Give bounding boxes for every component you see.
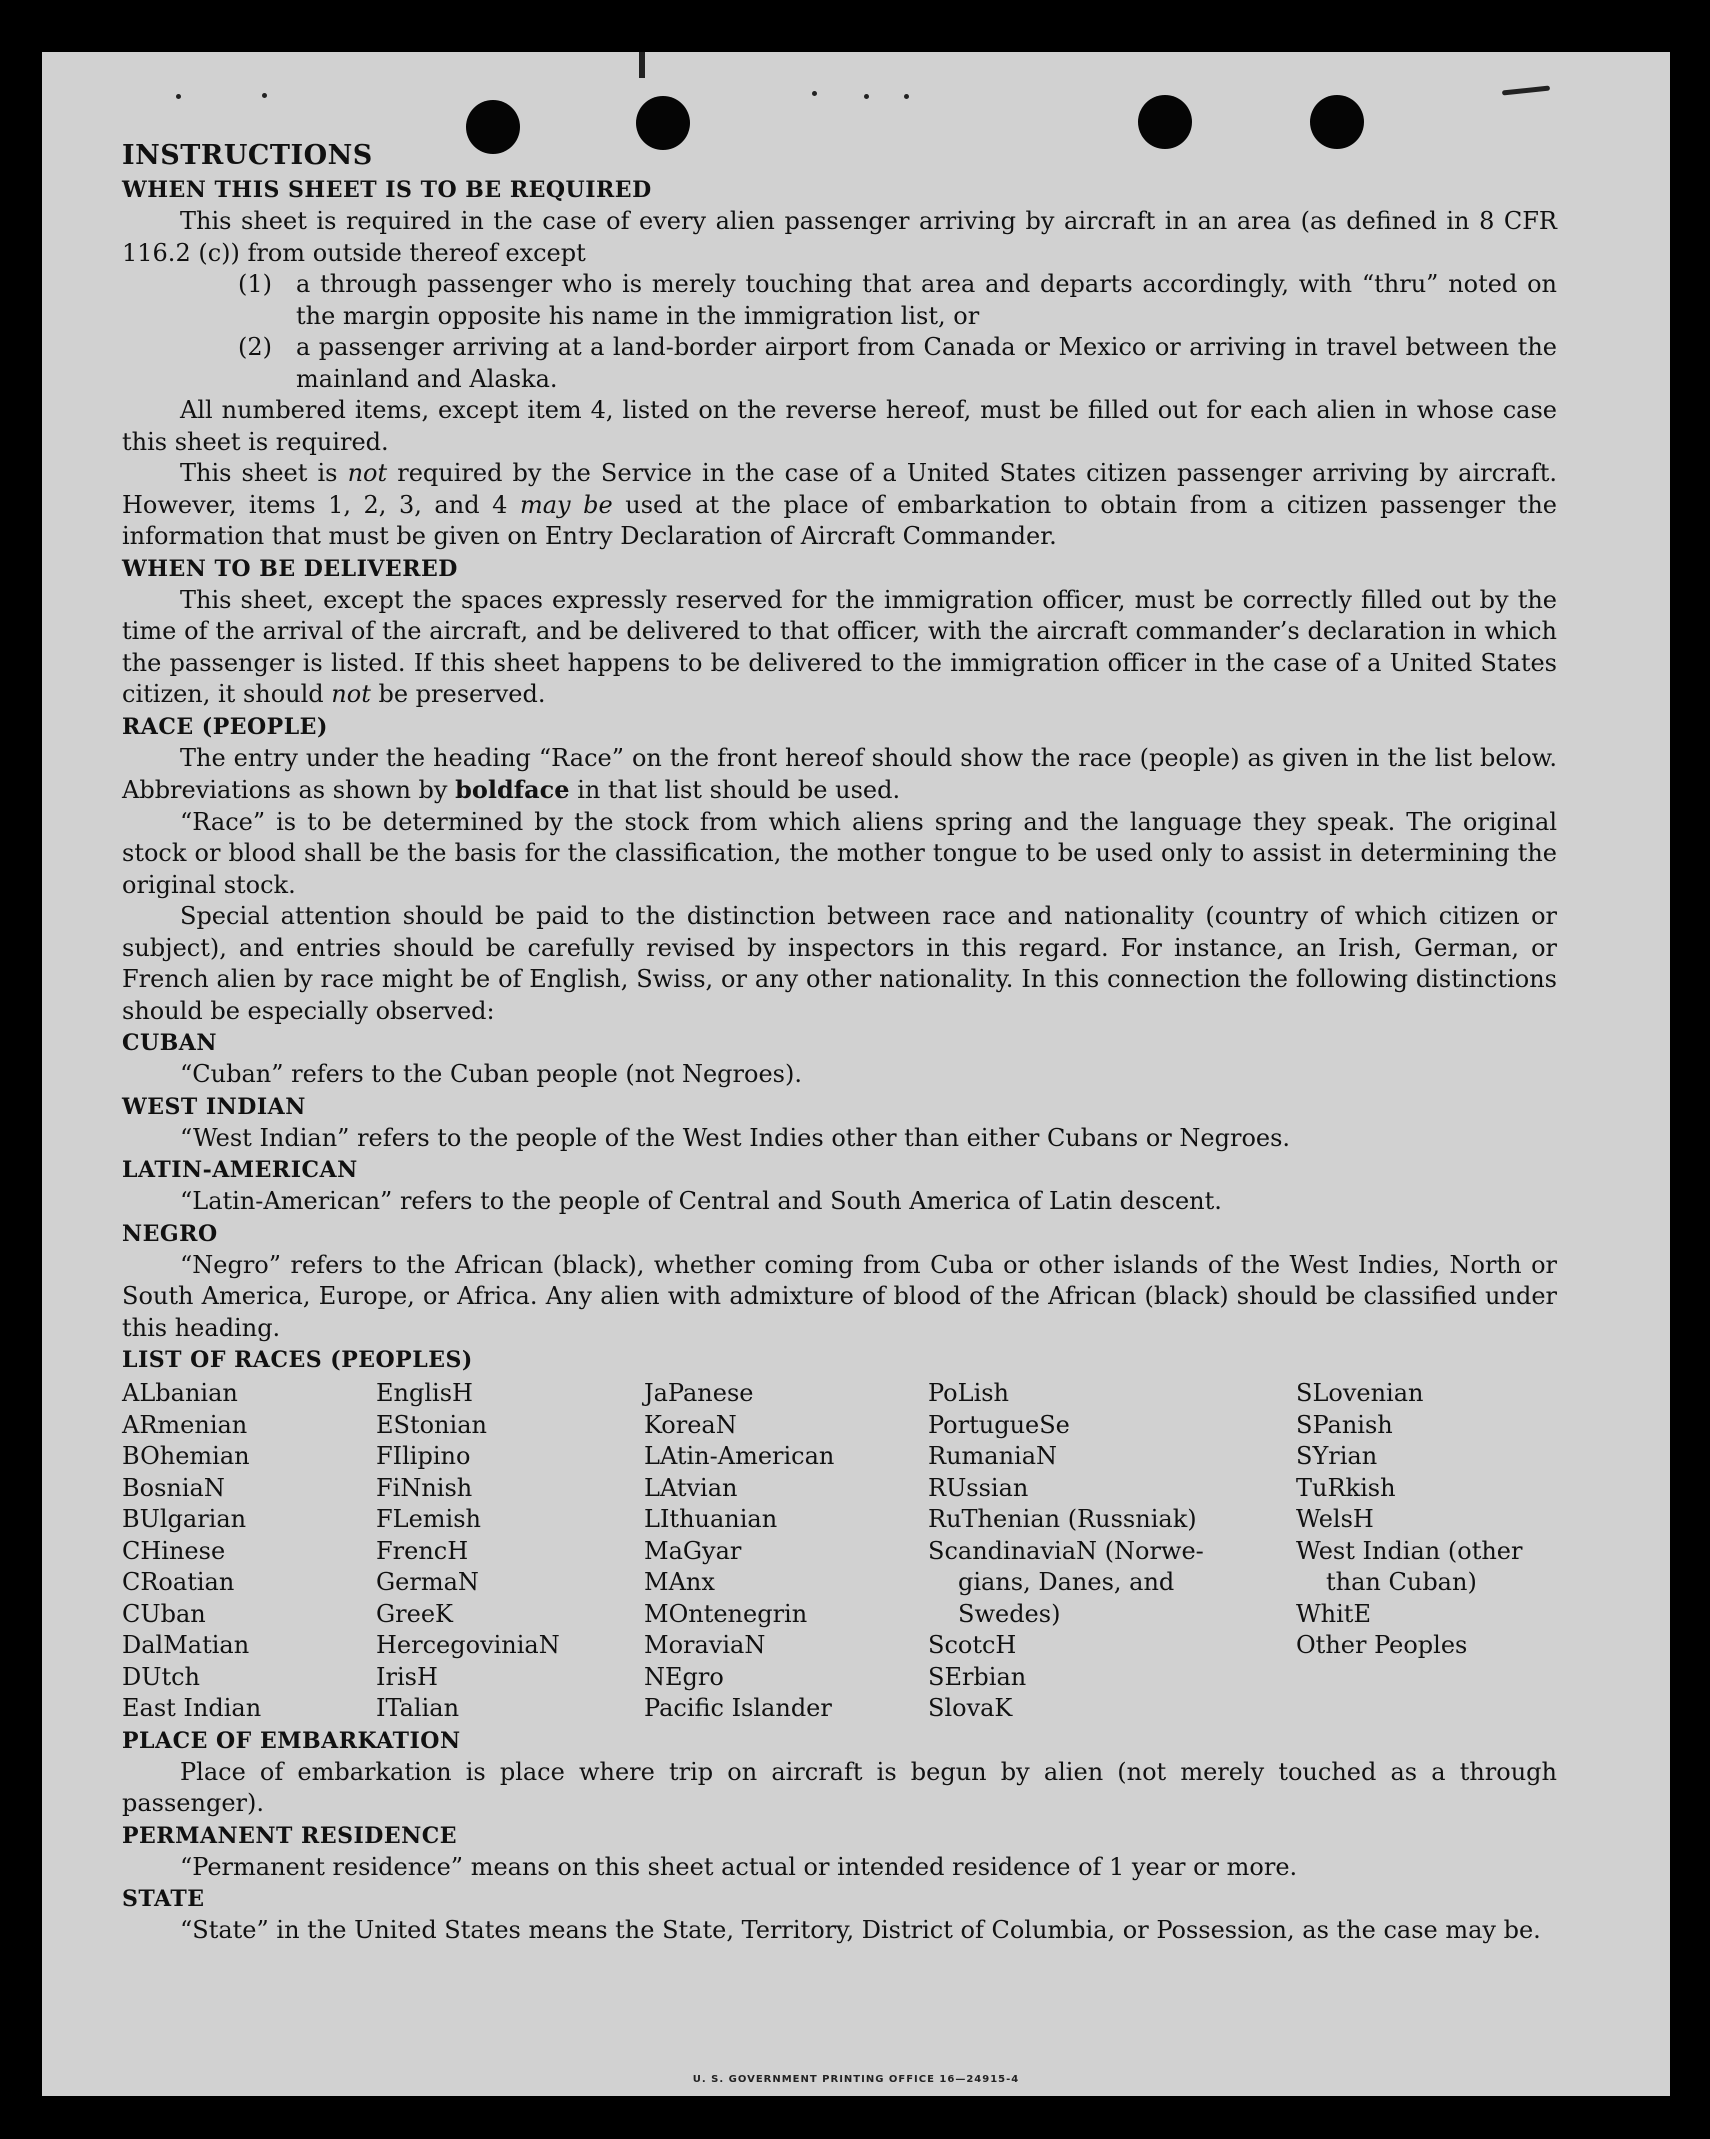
race-item: LAtin-American <box>644 1442 835 1470</box>
list-item: (2) a passenger arriving at a land-border airport from Canada or Mexico or arriving in travel between the mainland and Alaska. <box>238 333 1557 393</box>
race-item: JaPanese <box>644 1379 754 1407</box>
race-item: East Indian <box>122 1694 262 1722</box>
race-item: SlovaK <box>928 1694 1013 1722</box>
printing-office-footer: U. S. GOVERNMENT PRINTING OFFICE 16—24915-4 <box>692 2074 1020 2085</box>
definition: “Latin-American” refers to the people of Central and South America of Latin descent. <box>180 1187 1222 1215</box>
paragraph: This sheet is not required by the Service in the case of a United States citizen passenger arriving by aircraft. However, items 1, 2, 3, and 4 may be used at the place of embarkation to obtain from a citizen passenger the information that must be given on Entry Declaration of Aircraft Commander. <box>122 459 1557 550</box>
race-item: MoraviaN <box>644 1631 766 1659</box>
race-item: MOntenegrin <box>644 1599 808 1628</box>
races-column <box>644 1378 928 1725</box>
race-item: BOhemian <box>122 1442 250 1470</box>
ink-speck <box>176 94 181 99</box>
paragraph: The entry under the heading “Race” on the front hereof should show the race (people) as given in the list below. Abbreviations as shown by boldface in that list should be used. <box>122 743 1557 804</box>
race-item: CRoatian <box>122 1568 235 1596</box>
race-item: EStonian <box>376 1410 487 1439</box>
race-item: than Cuban) <box>1326 1568 1477 1596</box>
race-item: Swedes) <box>958 1599 1061 1628</box>
page-title: INSTRUCTIONS <box>122 140 373 171</box>
section-heading: NEGRO <box>122 1220 218 1247</box>
list-item: (1) a through passenger who is merely touching that area and departs accordingly, with “thru” noted on the margin opposite his name in the immigration list, or <box>238 270 1557 330</box>
race-item: gians, Danes, and <box>958 1568 1175 1596</box>
races-column <box>122 1378 376 1725</box>
race-item: KoreaN <box>644 1410 737 1439</box>
instructions-content <box>122 138 1557 1947</box>
race-item: DalMatian <box>122 1631 250 1659</box>
race-item: NEgro <box>644 1662 724 1691</box>
pen-mark <box>1502 86 1550 96</box>
race-item: Pacific Islander <box>644 1694 832 1722</box>
ink-speck <box>812 91 817 96</box>
race-item: WhitE <box>1296 1599 1371 1628</box>
paragraph: “State” in the United States means the State, Territory, District of Columbia, or Possession, as the case may be. <box>180 1916 1541 1944</box>
race-item: BUlgarian <box>122 1505 247 1533</box>
race-item: RuThenian (Russniak) <box>928 1505 1197 1533</box>
race-item: HercegoviniaN <box>376 1631 560 1659</box>
races-column <box>376 1378 644 1725</box>
race-item: ScandinaviaN (Norwe- <box>928 1536 1204 1565</box>
paragraph: Special attention should be paid to the distinction between race and nationality (country of which citizen or subject), and entries should be carefully revised by inspectors in this regard. For instance, an Irish, German, or French alien by race might be of English, Swiss, or any other nationality. In this connection the following distinctions should be especially observed: <box>122 902 1557 1025</box>
section-heading: WHEN THIS SHEET IS TO BE REQUIRED <box>122 177 652 203</box>
section-heading: PERMANENT RESIDENCE <box>122 1822 457 1849</box>
race-item: SErbian <box>928 1662 1027 1691</box>
race-item: WelsH <box>1296 1505 1374 1533</box>
race-item: ALbanian <box>122 1379 238 1407</box>
race-item: FiNnish <box>376 1473 473 1502</box>
race-item: BosniaN <box>122 1473 225 1502</box>
race-item: FLemish <box>376 1505 481 1533</box>
race-item: PoLish <box>928 1379 1010 1407</box>
section-heading: WHEN TO BE DELIVERED <box>122 555 458 582</box>
paragraph: Place of embarkation is place where trip on aircraft is begun by alien (not merely touched as a through passenger). <box>122 1757 1557 1817</box>
race-item: TuRkish <box>1296 1473 1396 1502</box>
ink-speck <box>864 94 869 99</box>
race-item: ScotcH <box>928 1631 1017 1659</box>
race-item: EnglisH <box>376 1379 473 1407</box>
race-item: DUtch <box>122 1662 201 1691</box>
definition: “West Indian” refers to the people of the West Indies other than either Cubans or Negroes. <box>180 1123 1291 1152</box>
race-item: IrisH <box>376 1662 438 1691</box>
document-page <box>42 52 1670 2096</box>
definition: “Cuban” refers to the Cuban people (not Negroes). <box>180 1060 802 1088</box>
race-item: SYrian <box>1296 1442 1378 1470</box>
section-heading: LIST OF RACES (PEOPLES) <box>122 1347 473 1373</box>
race-item: LIthuanian <box>644 1505 778 1533</box>
ink-speck <box>904 94 909 99</box>
section-heading: WEST INDIAN <box>122 1093 306 1120</box>
race-item: West Indian (other <box>1296 1536 1523 1565</box>
paragraph: This sheet, except the spaces expressly reserved for the immigration officer, must be correctly filled out by the time of the arrival of the aircraft, and be delivered to that officer, with the aircraft commander’s declaration in which the passenger is listed. If this sheet happens to be delivered to the immigration officer in the case of a United States citizen, it should not be preserved. <box>122 585 1557 708</box>
race-item: RUssian <box>928 1473 1029 1502</box>
section-heading: LATIN-AMERICAN <box>122 1157 358 1183</box>
race-item: SPanish <box>1296 1410 1393 1439</box>
paragraph: “Race” is to be determined by the stock from which aliens spring and the language they speak. The original stock or blood shall be the basis for the classification, the mother tongue to be used only to assist in determining the original stock. <box>122 807 1557 899</box>
races-column <box>1296 1378 1554 1725</box>
race-item: ARmenian <box>122 1410 248 1439</box>
race-item: CUban <box>122 1599 206 1628</box>
race-item: Other Peoples <box>1296 1631 1468 1659</box>
section-heading: CUBAN <box>122 1030 217 1056</box>
paragraph: All numbered items, except item 4, listed on the reverse hereof, must be filled out for each alien in whose case this sheet is required. <box>122 396 1557 456</box>
section-heading: PLACE OF EMBARKATION <box>122 1727 461 1754</box>
race-item: SLovenian <box>1296 1379 1424 1407</box>
races-column <box>928 1378 1296 1725</box>
race-item: ITalian <box>376 1694 460 1722</box>
race-item: GreeK <box>376 1599 453 1628</box>
race-item: PortugueSe <box>928 1410 1070 1439</box>
race-item: FrencH <box>376 1536 469 1565</box>
race-item: MaGyar <box>644 1536 742 1565</box>
race-item: LAtvian <box>644 1473 738 1502</box>
race-item: FIlipino <box>376 1442 471 1470</box>
paragraph: “Permanent residence” means on this sheet actual or intended residence of 1 year or more. <box>180 1852 1298 1881</box>
ink-speck <box>262 93 267 98</box>
races-list <box>122 1378 1557 1725</box>
race-item: MAnx <box>644 1568 715 1596</box>
paragraph: This sheet is required in the case of every alien passenger arriving by aircraft in an area (as defined in 8 CFR 116.2 (c)) from outside thereof except <box>122 207 1557 267</box>
race-item: GermaN <box>376 1568 479 1596</box>
race-item: RumaniaN <box>928 1442 1058 1470</box>
definition: “Negro” refers to the African (black), whether coming from Cuba or other islands of the West Indies, North or South America, Europe, or Africa. Any alien with admixture of blood of the African (black) should be classified under this heading. <box>122 1250 1557 1342</box>
section-heading: RACE (PEOPLE) <box>122 713 328 740</box>
staple-mark <box>639 52 645 78</box>
race-item: CHinese <box>122 1536 226 1565</box>
section-heading: STATE <box>122 1886 205 1912</box>
